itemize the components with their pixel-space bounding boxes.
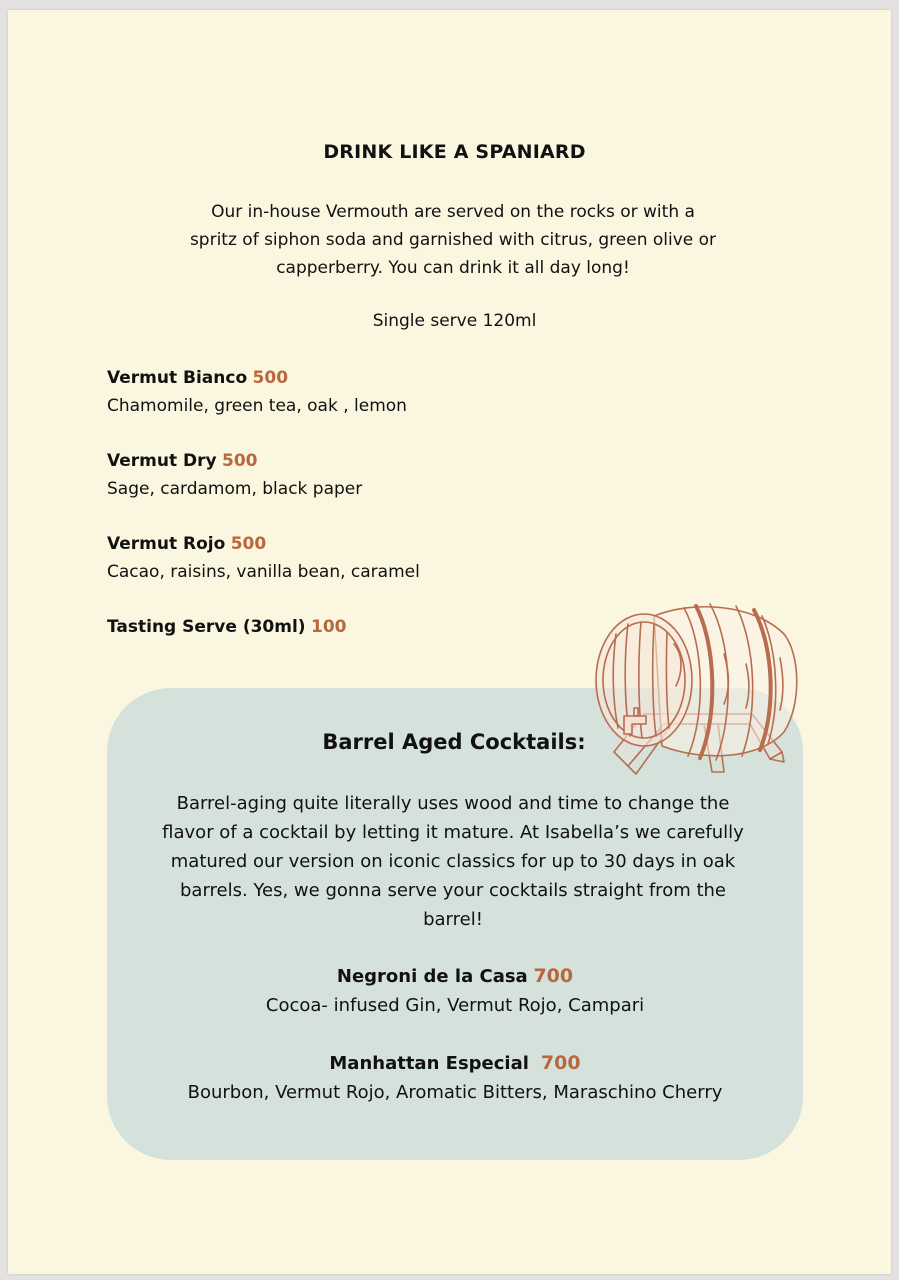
menu-item-vermut-bianco — [107, 364, 407, 420]
serve-size: Single serve 120ml — [372, 311, 537, 331]
item-name: Vermut Rojo — [107, 534, 226, 554]
cocktail-description: Cocoa- infused Gin, Vermut Rojo, Campari — [265, 995, 645, 1016]
cocktail-name: Manhattan Especial — [329, 1053, 536, 1074]
item-price: 500 — [230, 534, 267, 554]
item-name: Vermut Dry — [107, 451, 217, 471]
item-description: Sage, cardamom, black paper — [107, 479, 363, 499]
item-name: Vermut Bianco — [107, 368, 248, 388]
item-name: Tasting Serve (30ml) — [107, 617, 306, 637]
barrel-section-title: Barrel Aged Cocktails: — [322, 730, 586, 754]
intro-text: Our in-house Vermouth are served on the rocks or with a spritz of siphon soda and garnished with citrus, green olive or capperberry. You can drink it all day long! — [189, 202, 717, 278]
wine-barrel-icon — [584, 594, 804, 784]
cocktail-price: 700 — [533, 965, 574, 987]
item-price: 500 — [252, 368, 289, 388]
cocktail-name: Negroni de la Casa — [336, 966, 528, 987]
menu-item-tasting-serve — [107, 613, 346, 641]
cocktail-negroni — [107, 962, 803, 1020]
cocktail-manhattan — [107, 1049, 803, 1107]
menu-page — [8, 10, 891, 1274]
menu-item-vermut-dry — [107, 447, 362, 503]
item-price: 100 — [310, 617, 347, 637]
item-description: Chamomile, green tea, oak , lemon — [107, 396, 407, 416]
page-title: DRINK LIKE A SPANIARD — [323, 141, 586, 163]
menu-item-vermut-rojo — [107, 530, 420, 586]
item-description: Cacao, raisins, vanilla bean, caramel — [107, 562, 420, 582]
item-price: 500 — [222, 451, 258, 471]
cocktail-description: Bourbon, Vermut Rojo, Aromatic Bitters, Maraschino Cherry — [187, 1082, 723, 1103]
cocktail-price: 700 — [540, 1052, 581, 1074]
barrel-section-description: Barrel-aging quite literally uses wood and time to change the flavor of a cocktail by letting it mature. At Isabella’s we carefully matured our version on iconic classics for up to 30 days in oak barrels. Yes, we gonna serve your cocktails straight from the barrel! — [162, 793, 744, 930]
